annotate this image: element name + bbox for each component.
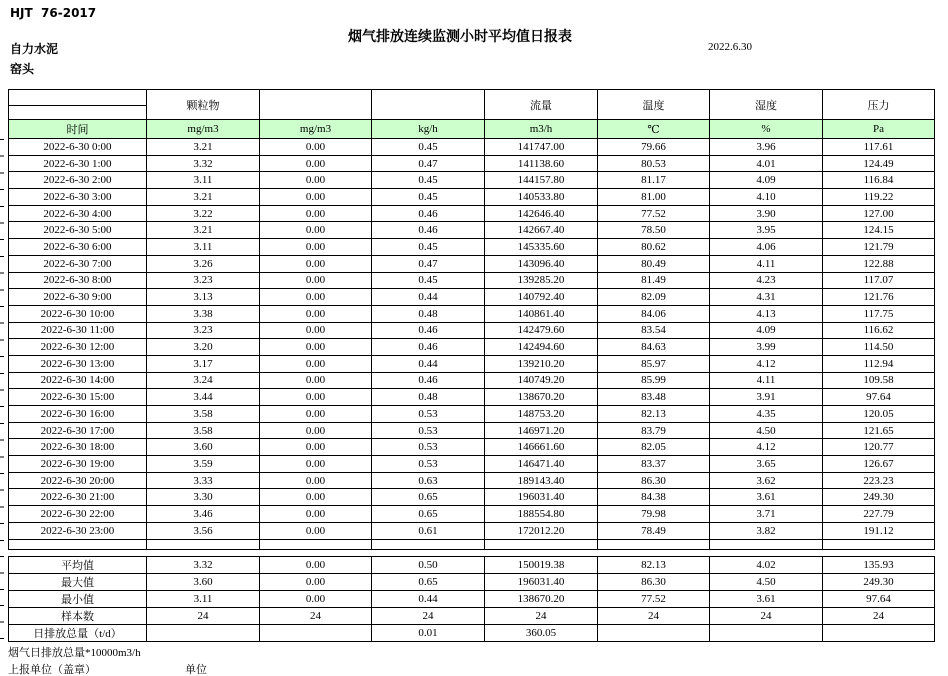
value-cell: 121.76 xyxy=(823,289,935,306)
value-cell: 78.49 xyxy=(598,522,710,539)
value-cell: 0.53 xyxy=(372,422,485,439)
value-cell: 3.11 xyxy=(147,239,260,256)
value-cell: 196031.40 xyxy=(485,574,598,591)
value-cell: 0.00 xyxy=(260,506,372,523)
value-cell: 85.97 xyxy=(598,355,710,372)
value-cell: 249.30 xyxy=(823,574,935,591)
value-cell: 112.94 xyxy=(823,355,935,372)
time-cell: 2022-6-30 14:00 xyxy=(9,372,147,389)
col-header-blank-1 xyxy=(260,90,372,120)
value-cell: 4.09 xyxy=(710,172,823,189)
value-cell: 78.50 xyxy=(598,222,710,239)
time-cell: 2022-6-30 1:00 xyxy=(9,155,147,172)
value-cell: 0.45 xyxy=(372,172,485,189)
value-cell: 24 xyxy=(598,608,710,625)
value-cell: 114.50 xyxy=(823,339,935,356)
value-cell: 141747.00 xyxy=(485,139,598,156)
time-cell: 2022-6-30 8:00 xyxy=(9,272,147,289)
summary-label: 日排放总量（t/d） xyxy=(9,625,147,642)
value-cell: 227.79 xyxy=(823,506,935,523)
value-cell: 83.54 xyxy=(598,322,710,339)
value-cell: 0.00 xyxy=(260,272,372,289)
time-cell: 2022-6-30 17:00 xyxy=(9,422,147,439)
summary-row xyxy=(9,557,935,574)
value-cell: 3.24 xyxy=(147,372,260,389)
value-cell: 124.49 xyxy=(823,155,935,172)
value-cell: 24 xyxy=(485,608,598,625)
value-cell: 3.90 xyxy=(710,205,823,222)
value-cell: 360.05 xyxy=(485,625,598,642)
summary-label: 样本数 xyxy=(9,608,147,625)
time-cell: 2022-6-30 21:00 xyxy=(9,489,147,506)
value-cell: 223.23 xyxy=(823,472,935,489)
value-cell: 3.61 xyxy=(710,489,823,506)
value-cell: 0.00 xyxy=(260,422,372,439)
unit-cell-3: kg/h xyxy=(372,120,485,139)
col-header-temperature: 温度 xyxy=(598,90,710,120)
value-cell: 0.00 xyxy=(260,289,372,306)
time-cell: 2022-6-30 3:00 xyxy=(9,189,147,206)
value-cell: 3.61 xyxy=(710,591,823,608)
value-cell: 77.52 xyxy=(598,205,710,222)
value-cell: 0.46 xyxy=(372,339,485,356)
value-cell: 3.44 xyxy=(147,389,260,406)
value-cell: 83.79 xyxy=(598,422,710,439)
value-cell: 3.38 xyxy=(147,305,260,322)
table-row xyxy=(9,255,935,272)
value-cell: 3.32 xyxy=(147,155,260,172)
value-cell: 3.82 xyxy=(710,522,823,539)
value-cell: 150019.38 xyxy=(485,557,598,574)
monitoring-table xyxy=(8,89,935,550)
summary-label: 最大值 xyxy=(9,574,147,591)
table-row xyxy=(9,189,935,206)
value-cell: 82.13 xyxy=(598,406,710,423)
value-cell: 142646.40 xyxy=(485,205,598,222)
value-cell: 0.00 xyxy=(260,339,372,356)
value-cell: 138670.20 xyxy=(485,591,598,608)
value-cell: 24 xyxy=(372,608,485,625)
unit-cell-pressure: Pa xyxy=(823,120,935,139)
footer-note: 烟气日排放总量*10000m3/h xyxy=(8,647,141,659)
value-cell: 80.62 xyxy=(598,239,710,256)
value-cell: 3.96 xyxy=(710,139,823,156)
value-cell: 3.11 xyxy=(147,172,260,189)
col-header-blank-2 xyxy=(372,90,485,120)
table-row xyxy=(9,456,935,473)
summary-label: 平均值 xyxy=(9,557,147,574)
value-cell: 3.21 xyxy=(147,222,260,239)
value-cell: 139210.20 xyxy=(485,355,598,372)
value-cell: 0.45 xyxy=(372,272,485,289)
value-cell: 24 xyxy=(260,608,372,625)
unit-row xyxy=(9,120,935,139)
value-cell: 3.23 xyxy=(147,272,260,289)
value-cell: 140792.40 xyxy=(485,289,598,306)
value-cell: 86.30 xyxy=(598,472,710,489)
value-cell: 127.00 xyxy=(823,205,935,222)
time-cell: 2022-6-30 10:00 xyxy=(9,305,147,322)
page-edge-tick-marks-summary xyxy=(0,556,4,639)
value-cell: 0.65 xyxy=(372,574,485,591)
unit-cell-flow: m3/h xyxy=(485,120,598,139)
value-cell: 189143.40 xyxy=(485,472,598,489)
summary-row xyxy=(9,608,935,625)
value-cell: 0.00 xyxy=(260,489,372,506)
summary-label: 最小值 xyxy=(9,591,147,608)
value-cell: 142494.60 xyxy=(485,339,598,356)
value-cell: 0.00 xyxy=(260,222,372,239)
value-cell: 0.00 xyxy=(260,522,372,539)
value-cell: 0.00 xyxy=(260,472,372,489)
time-cell: 2022-6-30 16:00 xyxy=(9,406,147,423)
group-header-row xyxy=(9,90,935,106)
value-cell: 145335.60 xyxy=(485,239,598,256)
value-cell: 144157.80 xyxy=(485,172,598,189)
value-cell: 249.30 xyxy=(823,489,935,506)
value-cell: 4.35 xyxy=(710,406,823,423)
value-cell: 84.06 xyxy=(598,305,710,322)
value-cell: 0.00 xyxy=(260,574,372,591)
value-cell: 4.10 xyxy=(710,189,823,206)
value-cell: 0.00 xyxy=(260,189,372,206)
col-header-humidity: 湿度 xyxy=(710,90,823,120)
value-cell: 4.11 xyxy=(710,255,823,272)
table-row xyxy=(9,506,935,523)
value-cell: 140533.80 xyxy=(485,189,598,206)
value-cell: 83.37 xyxy=(598,456,710,473)
value-cell: 3.33 xyxy=(147,472,260,489)
value-cell: 0.50 xyxy=(372,557,485,574)
time-cell: 2022-6-30 4:00 xyxy=(9,205,147,222)
col-header-flow: 流量 xyxy=(485,90,598,120)
time-cell: 2022-6-30 19:00 xyxy=(9,456,147,473)
value-cell: 3.59 xyxy=(147,456,260,473)
value-cell: 119.22 xyxy=(823,189,935,206)
value-cell: 0.00 xyxy=(260,305,372,322)
unit-cell-particulate: mg/m3 xyxy=(147,120,260,139)
value-cell: 80.53 xyxy=(598,155,710,172)
table-row xyxy=(9,272,935,289)
value-cell: 97.64 xyxy=(823,389,935,406)
empty-spacer-row xyxy=(9,539,935,549)
time-column-label: 时间 xyxy=(9,120,147,139)
value-cell xyxy=(710,625,823,642)
value-cell: 81.49 xyxy=(598,272,710,289)
value-cell: 3.58 xyxy=(147,406,260,423)
table-row xyxy=(9,322,935,339)
table-row xyxy=(9,355,935,372)
value-cell: 117.07 xyxy=(823,272,935,289)
table-row xyxy=(9,222,935,239)
table-row xyxy=(9,289,935,306)
value-cell: 0.46 xyxy=(372,205,485,222)
value-cell: 4.13 xyxy=(710,305,823,322)
value-cell: 0.65 xyxy=(372,506,485,523)
report-unit-label: 上报单位（盖章） xyxy=(8,664,96,676)
summary-rows xyxy=(9,557,935,642)
value-cell: 3.60 xyxy=(147,574,260,591)
value-cell: 97.64 xyxy=(823,591,935,608)
value-cell: 86.30 xyxy=(598,574,710,591)
value-cell: 82.09 xyxy=(598,289,710,306)
col-header-particulate: 颗粒物 xyxy=(147,90,260,120)
value-cell: 24 xyxy=(710,608,823,625)
value-cell: 0.00 xyxy=(260,456,372,473)
value-cell: 24 xyxy=(147,608,260,625)
time-cell: 2022-6-30 12:00 xyxy=(9,339,147,356)
value-cell: 3.17 xyxy=(147,355,260,372)
time-cell: 2022-6-30 5:00 xyxy=(9,222,147,239)
page-title: 烟气排放连续监测小时平均值日报表 xyxy=(348,29,572,45)
value-cell: 126.67 xyxy=(823,456,935,473)
time-cell: 2022-6-30 9:00 xyxy=(9,289,147,306)
value-cell: 0.00 xyxy=(260,139,372,156)
value-cell: 3.60 xyxy=(147,439,260,456)
value-cell: 142479.60 xyxy=(485,322,598,339)
value-cell: 0.00 xyxy=(260,439,372,456)
value-cell: 3.13 xyxy=(147,289,260,306)
value-cell: 140861.40 xyxy=(485,305,598,322)
value-cell: 0.47 xyxy=(372,155,485,172)
value-cell: 0.44 xyxy=(372,355,485,372)
unit-cell-2: mg/m3 xyxy=(260,120,372,139)
value-cell xyxy=(823,625,935,642)
table-row xyxy=(9,155,935,172)
value-cell: 0.46 xyxy=(372,222,485,239)
value-cell: 0.61 xyxy=(372,522,485,539)
value-cell: 0.00 xyxy=(260,205,372,222)
value-cell: 3.11 xyxy=(147,591,260,608)
value-cell: 141138.60 xyxy=(485,155,598,172)
value-cell: 4.02 xyxy=(710,557,823,574)
time-cell: 2022-6-30 22:00 xyxy=(9,506,147,523)
value-cell: 139285.20 xyxy=(485,272,598,289)
value-cell: 146661.60 xyxy=(485,439,598,456)
summary-row xyxy=(9,625,935,642)
value-cell: 0.00 xyxy=(260,372,372,389)
value-cell: 82.05 xyxy=(598,439,710,456)
value-cell: 4.12 xyxy=(710,439,823,456)
value-cell: 0.00 xyxy=(260,239,372,256)
report-date: 2022.6.30 xyxy=(708,41,752,53)
value-cell: 3.95 xyxy=(710,222,823,239)
value-cell: 0.46 xyxy=(372,322,485,339)
time-cell: 2022-6-30 11:00 xyxy=(9,322,147,339)
value-cell: 109.58 xyxy=(823,372,935,389)
table-row xyxy=(9,372,935,389)
value-cell: 116.62 xyxy=(823,322,935,339)
value-cell: 0.53 xyxy=(372,406,485,423)
value-cell: 4.09 xyxy=(710,322,823,339)
value-cell: 124.15 xyxy=(823,222,935,239)
time-cell: 2022-6-30 20:00 xyxy=(9,472,147,489)
table-row xyxy=(9,522,935,539)
value-cell: 0.00 xyxy=(260,406,372,423)
value-cell: 0.00 xyxy=(260,557,372,574)
value-cell: 191.12 xyxy=(823,522,935,539)
value-cell: 0.00 xyxy=(260,355,372,372)
table-row xyxy=(9,305,935,322)
value-cell: 0.63 xyxy=(372,472,485,489)
value-cell: 3.26 xyxy=(147,255,260,272)
value-cell: 0.47 xyxy=(372,255,485,272)
header-spacer-cell-2 xyxy=(9,106,147,120)
value-cell xyxy=(598,625,710,642)
value-cell: 140749.20 xyxy=(485,372,598,389)
value-cell: 0.00 xyxy=(260,591,372,608)
summary-row xyxy=(9,591,935,608)
value-cell: 77.52 xyxy=(598,591,710,608)
station-name: 窑头 xyxy=(10,62,35,76)
time-cell: 2022-6-30 13:00 xyxy=(9,355,147,372)
value-cell: 3.46 xyxy=(147,506,260,523)
value-cell: 80.49 xyxy=(598,255,710,272)
value-cell: 142667.40 xyxy=(485,222,598,239)
value-cell: 3.62 xyxy=(710,472,823,489)
value-cell: 85.99 xyxy=(598,372,710,389)
table-row xyxy=(9,239,935,256)
table-row xyxy=(9,389,935,406)
value-cell: 0.46 xyxy=(372,372,485,389)
value-cell: 81.17 xyxy=(598,172,710,189)
value-cell: 4.01 xyxy=(710,155,823,172)
value-cell: 4.50 xyxy=(710,574,823,591)
table-row xyxy=(9,422,935,439)
value-cell: 3.71 xyxy=(710,506,823,523)
col-header-pressure: 压力 xyxy=(823,90,935,120)
value-cell: 146971.20 xyxy=(485,422,598,439)
value-cell: 135.93 xyxy=(823,557,935,574)
table-row xyxy=(9,472,935,489)
value-cell: 0.00 xyxy=(260,255,372,272)
summary-table xyxy=(8,556,935,642)
value-cell: 3.23 xyxy=(147,322,260,339)
company-name: 自力水泥 xyxy=(10,42,59,56)
time-cell: 2022-6-30 2:00 xyxy=(9,172,147,189)
value-cell: 121.79 xyxy=(823,239,935,256)
value-cell: 3.32 xyxy=(147,557,260,574)
table-row xyxy=(9,172,935,189)
page-edge-tick-marks xyxy=(0,139,4,550)
value-cell: 3.56 xyxy=(147,522,260,539)
value-cell: 3.58 xyxy=(147,422,260,439)
value-cell: 0.53 xyxy=(372,439,485,456)
value-cell: 0.48 xyxy=(372,389,485,406)
value-cell: 196031.40 xyxy=(485,489,598,506)
value-cell: 146471.40 xyxy=(485,456,598,473)
value-cell: 0.45 xyxy=(372,239,485,256)
value-cell: 117.75 xyxy=(823,305,935,322)
main-rows xyxy=(9,139,935,540)
time-cell: 2022-6-30 23:00 xyxy=(9,522,147,539)
value-cell: 0.01 xyxy=(372,625,485,642)
value-cell: 148753.20 xyxy=(485,406,598,423)
value-cell: 122.88 xyxy=(823,255,935,272)
table-row xyxy=(9,406,935,423)
value-cell: 138670.20 xyxy=(485,389,598,406)
value-cell: 4.11 xyxy=(710,372,823,389)
summary-row xyxy=(9,574,935,591)
value-cell: 3.21 xyxy=(147,189,260,206)
value-cell: 3.20 xyxy=(147,339,260,356)
value-cell: 143096.40 xyxy=(485,255,598,272)
value-cell: 117.61 xyxy=(823,139,935,156)
value-cell: 0.44 xyxy=(372,289,485,306)
value-cell: 3.99 xyxy=(710,339,823,356)
table-row xyxy=(9,339,935,356)
header-spacer-cell xyxy=(9,90,147,106)
value-cell: 3.91 xyxy=(710,389,823,406)
value-cell: 120.77 xyxy=(823,439,935,456)
value-cell: 0.45 xyxy=(372,189,485,206)
value-cell: 79.98 xyxy=(598,506,710,523)
value-cell: 0.00 xyxy=(260,155,372,172)
time-cell: 2022-6-30 15:00 xyxy=(9,389,147,406)
value-cell: 84.38 xyxy=(598,489,710,506)
unit-cell-humidity: % xyxy=(710,120,823,139)
value-cell: 0.53 xyxy=(372,456,485,473)
value-cell: 172012.20 xyxy=(485,522,598,539)
value-cell: 4.31 xyxy=(710,289,823,306)
time-cell: 2022-6-30 6:00 xyxy=(9,239,147,256)
value-cell: 3.30 xyxy=(147,489,260,506)
value-cell: 0.48 xyxy=(372,305,485,322)
time-cell: 2022-6-30 18:00 xyxy=(9,439,147,456)
value-cell: 0.65 xyxy=(372,489,485,506)
table-row xyxy=(9,139,935,156)
value-cell: 4.06 xyxy=(710,239,823,256)
value-cell: 4.23 xyxy=(710,272,823,289)
unit-cell-temperature: ℃ xyxy=(598,120,710,139)
value-cell: 0.45 xyxy=(372,139,485,156)
value-cell: 3.65 xyxy=(710,456,823,473)
value-cell: 188554.80 xyxy=(485,506,598,523)
value-cell: 4.50 xyxy=(710,422,823,439)
time-cell: 2022-6-30 7:00 xyxy=(9,255,147,272)
table-row xyxy=(9,439,935,456)
value-cell: 81.00 xyxy=(598,189,710,206)
value-cell: 4.12 xyxy=(710,355,823,372)
value-cell: 116.84 xyxy=(823,172,935,189)
value-cell: 120.05 xyxy=(823,406,935,423)
unit-label: 单位 xyxy=(185,664,207,676)
value-cell xyxy=(147,625,260,642)
doc-code: HJT 76-2017 xyxy=(10,6,97,20)
value-cell xyxy=(260,625,372,642)
value-cell: 0.00 xyxy=(260,389,372,406)
value-cell: 121.65 xyxy=(823,422,935,439)
value-cell: 0.00 xyxy=(260,322,372,339)
value-cell: 24 xyxy=(823,608,935,625)
value-cell: 84.63 xyxy=(598,339,710,356)
value-cell: 3.21 xyxy=(147,139,260,156)
value-cell: 3.22 xyxy=(147,205,260,222)
time-cell: 2022-6-30 0:00 xyxy=(9,139,147,156)
table-row xyxy=(9,205,935,222)
value-cell: 83.48 xyxy=(598,389,710,406)
table-row xyxy=(9,489,935,506)
value-cell: 82.13 xyxy=(598,557,710,574)
value-cell: 79.66 xyxy=(598,139,710,156)
value-cell: 0.44 xyxy=(372,591,485,608)
value-cell: 0.00 xyxy=(260,172,372,189)
